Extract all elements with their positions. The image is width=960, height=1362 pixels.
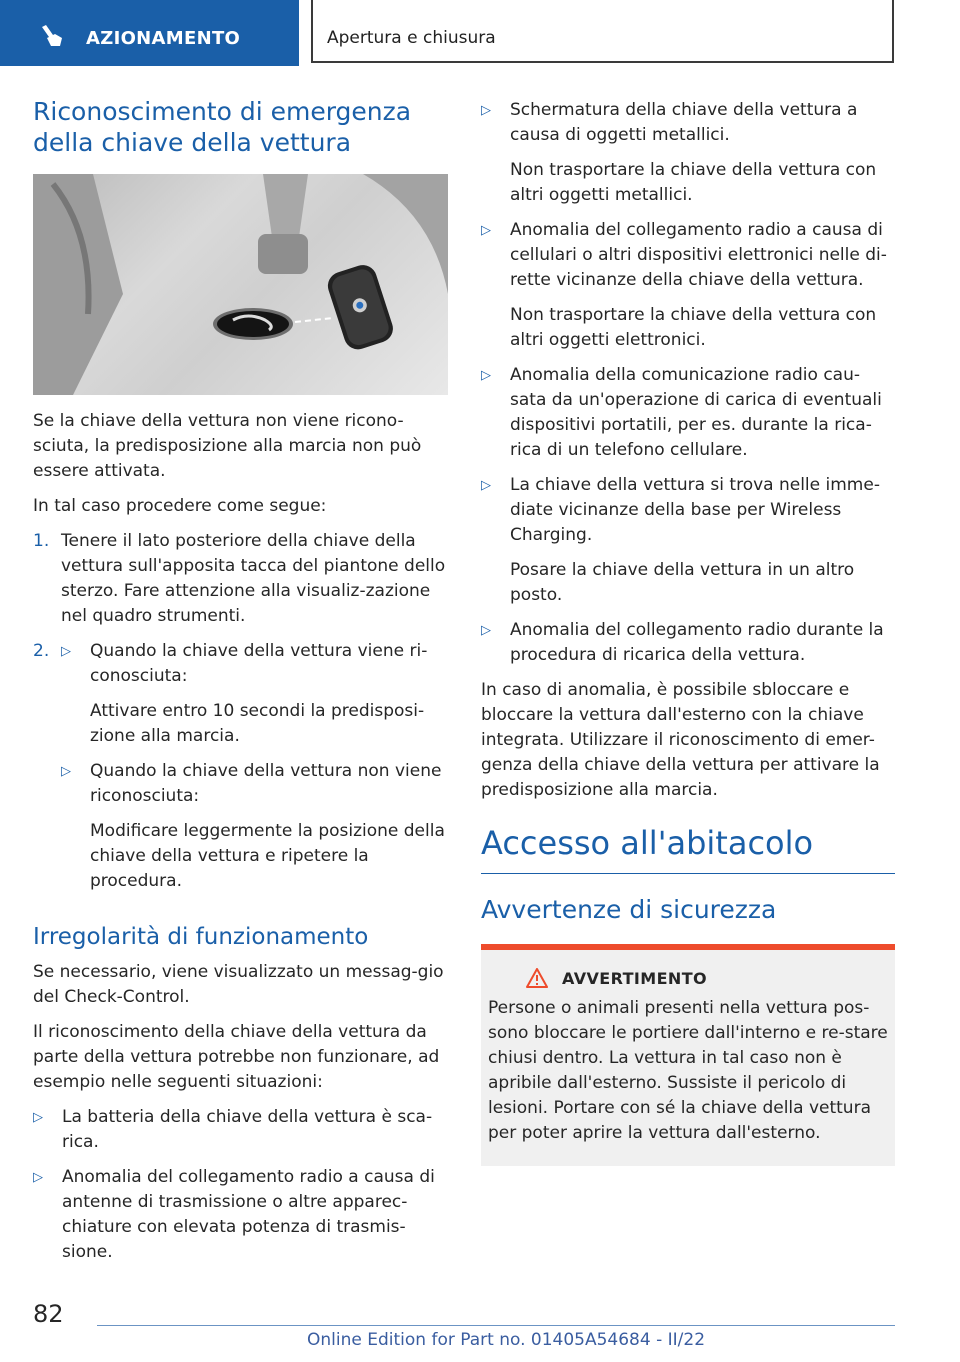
paragraph: Se necessario, viene visualizzato un messag-gio del Check-Control. <box>33 962 444 1007</box>
section-tab[interactable] <box>0 0 299 66</box>
triangle-bullet-icon: ▷ <box>481 223 491 238</box>
triangle-bullet-icon: ▷ <box>33 1110 43 1125</box>
list-item <box>61 639 448 749</box>
triangle-bullet-icon: ▷ <box>61 764 71 779</box>
intro-text: Se la chiave della vettura non viene ricono-sciuta, la predisposizione alla marcia non può essere attivata. <box>33 411 422 481</box>
list-item-subtext: Modificare leggermente la posizione della chiave della vettura e ripetere la procedura. <box>90 821 445 891</box>
list-item-text: Anomalia del collegamento radio durante la procedura di ricarica della vettura. <box>510 620 884 665</box>
warning-box <box>481 944 895 1166</box>
heading-cabin-access: Accesso all'abitacolo <box>481 823 895 874</box>
key-photo-illustration <box>33 174 448 395</box>
footer-edition: Online Edition for Part no. 01405A54684 - II/22 <box>307 1330 706 1350</box>
step-text: Tenere il lato posteriore della chiave della vettura sull'apposita tacca del piantone dello sterzo. Fare attenzione alla visualiz-zazione nel quadro strumenti. <box>61 531 446 626</box>
list-item <box>481 473 895 608</box>
heading-emergency-detection: Riconoscimento di emergenza della chiave della vettura <box>33 97 412 157</box>
triangle-bullet-icon: ▷ <box>481 103 491 118</box>
paragraph: Il riconoscimento della chiave della vettura da parte della vettura potrebbe non funzionare, ad esempio nelle seguenti situazioni: <box>33 1022 440 1092</box>
heading-malfunction: Irregolarità di funzionamento <box>33 924 369 950</box>
steering-column-photo <box>33 174 448 395</box>
list-item-subtext: Non trasportare la chiave della vettura con altri oggetti metallici. <box>510 160 877 205</box>
chapter-title: Apertura e chiusura <box>327 28 496 48</box>
list-item <box>33 1105 448 1155</box>
step-number: 2. <box>33 641 50 661</box>
list-item <box>481 98 895 208</box>
list-item <box>481 218 895 353</box>
list-item-text: La chiave della vettura si trova nelle imme-diate vicinanze della base per Wireless Charging. <box>510 475 880 545</box>
page-number: 82 <box>33 1300 64 1328</box>
list-item-subtext: Non trasportare la chiave della vettura con altri oggetti elettronici. <box>510 305 877 350</box>
warning-title: AVVERTIMENTO <box>562 968 708 988</box>
list-item-text: Quando la chiave della vettura non viene riconosciuta: <box>90 761 442 806</box>
step-2 <box>33 639 448 904</box>
intro-text-2: In tal caso procedere come segue: <box>33 496 327 516</box>
step-1 <box>33 529 448 629</box>
triangle-bullet-icon: ▷ <box>481 368 491 383</box>
list-item <box>33 1165 448 1265</box>
heading-safety-notes: Avvertenze di sicurezza <box>481 895 777 924</box>
chapter-tab <box>311 0 894 63</box>
list-item-text: Quando la chiave della vettura viene ri-conosciuta: <box>90 641 428 686</box>
section-title: AZIONAMENTO <box>86 28 241 49</box>
triangle-bullet-icon: ▷ <box>61 644 71 659</box>
triangle-bullet-icon: ▷ <box>481 623 491 638</box>
list-item-text: Anomalia del collegamento radio a causa di cellulari o altri dispositivi elettronici nelle di-rette vicinanze della chiave della vettura. <box>510 220 887 290</box>
warning-text: Persone o animali presenti nella vettura pos-sono bloccare le portiere dall'interno e re-stare chiusi dentro. La vettura in tal caso non è apribile dall'esterno. Sussiste il pericolo di lesioni. Portare con sé la chiave della vettura per poter aprire la vettura dall'esterno. <box>488 998 888 1143</box>
list-item <box>481 363 895 463</box>
list-item-subtext: Attivare entro 10 secondi la predisposi-zione alla marcia. <box>90 701 425 746</box>
list-item-text: Anomalia del collegamento radio a causa di antenne di trasmissione o altre apparec-chiature con elevata potenza di trasmis-sione. <box>62 1167 435 1262</box>
list-item <box>481 618 895 668</box>
warning-header <box>526 968 888 988</box>
step-number: 1. <box>33 531 50 551</box>
footer-divider <box>97 1325 895 1326</box>
list-item-text: Anomalia della comunicazione radio cau-sata da un'operazione di carica di eventuali dispositivi portatili, per es. durante la rica-rica di un telefono cellulare. <box>510 365 882 460</box>
left-column <box>33 96 448 1275</box>
list-item-subtext: Posare la chiave della vettura in un altro posto. <box>510 560 855 605</box>
list-item-text: La batteria della chiave della vettura è sca-rica. <box>62 1107 433 1152</box>
warning-triangle-icon <box>526 968 548 988</box>
hand-pointer-icon <box>38 24 64 48</box>
list-item <box>61 759 448 894</box>
paragraph: In caso di anomalia, è possibile sbloccare e bloccare la vettura dall'esterno con la chiave integrata. Utilizzare il riconoscimento di emer-genza della chiave della vettura per attivare la predisposizione alla marcia. <box>481 680 880 800</box>
triangle-bullet-icon: ▷ <box>33 1170 43 1185</box>
list-item-text: Schermatura della chiave della vettura a causa di oggetti metallici. <box>510 100 858 145</box>
triangle-bullet-icon: ▷ <box>481 478 491 493</box>
right-column <box>481 98 895 1166</box>
